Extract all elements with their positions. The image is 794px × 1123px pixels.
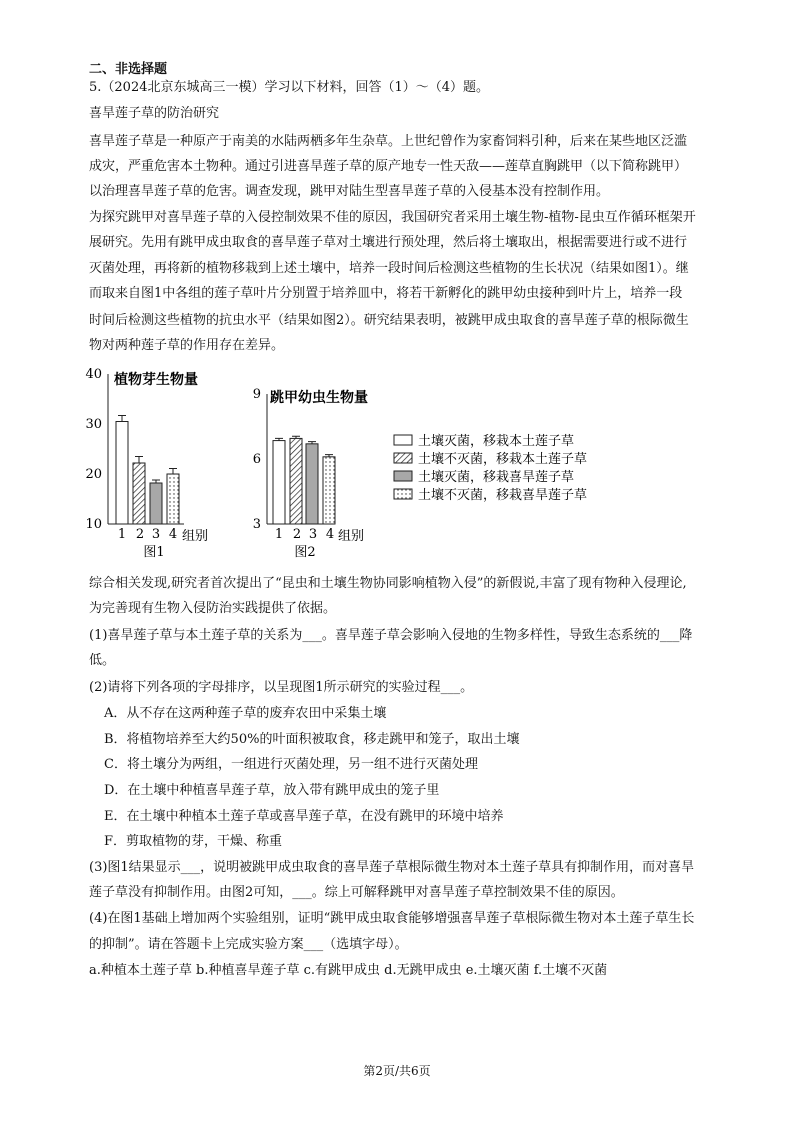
y-tick-label: 30 [85, 417, 102, 432]
x-tick-label: 4 [168, 527, 178, 542]
paragraph-line: 综合相关发现,研究者首次提出了“昆虫和土壤生物协同影响植物入侵”的新假说,丰富了现有物种入侵理论, [89, 576, 687, 591]
bar-group-3 [306, 444, 318, 524]
bar-group-1 [116, 422, 128, 525]
figures [0, 360, 794, 575]
bar-group-1 [273, 441, 285, 524]
figure-caption: 图2 [294, 545, 316, 560]
bar-group-4 [323, 457, 335, 524]
x-tick-label: 4 [325, 527, 335, 542]
material-title: 喜旱莲子草的防治研究 [89, 106, 220, 121]
legend-label: 土壤灭菌，移栽喜旱莲子草 [418, 470, 575, 485]
paragraph-line: 为完善现有生物入侵防治实践提供了依据。 [89, 601, 337, 616]
x-tick-label: 3 [151, 527, 161, 542]
x-tick-label: 3 [308, 527, 318, 542]
chart-figure-2 [253, 387, 368, 560]
y-tick-label: 3 [252, 517, 261, 532]
option-e: E．在土壤中种植本土莲子草或喜旱莲子草，在没有跳甲的环境中培养 [104, 809, 504, 824]
question-header: 5.（2024北京东城高三一模）学习以下材料，回答（1）～（4）题。 [89, 80, 490, 95]
paragraph-line: 为探究跳甲对喜旱莲子草的入侵控制效果不佳的原因，我国研究者采用土壤生物-植物-昆虫互作循环框架开 [89, 210, 696, 225]
option-f: F．剪取植物的芽，干燥、称重 [104, 834, 283, 849]
paragraph-line: 而取来自图1中各组的莲子草叶片分别置于培养皿中，将若干新孵化的跳甲幼虫接种到叶片上，培养一段 [89, 286, 683, 301]
section-title: 二、非选择题 [89, 62, 168, 77]
legend-label: 土壤不灭菌，移栽本土莲子草 [418, 452, 588, 467]
y-tick-label: 9 [252, 387, 261, 402]
x-tick-label: 1 [274, 527, 284, 542]
chart-title: 跳甲幼虫生物量 [270, 390, 368, 406]
option-c: C．将土壤分为两组，一组进行灭菌处理，另一组不进行灭菌处理 [104, 757, 478, 772]
paragraph-line: 灭菌处理，再将新的植物移栽到上述土壤中，培养一段时间后检测这些植物的生长状况（结果如图1）。继 [89, 261, 689, 276]
error-bar [118, 416, 126, 422]
x-axis-label: 组别 [182, 529, 209, 544]
question-1-line: 低。 [89, 653, 116, 668]
legend-label: 土壤不灭菌，移栽喜旱莲子草 [418, 488, 588, 503]
legend-swatch-4 [394, 489, 412, 499]
question-3-line: (3)图1结果显示___，说明被跳甲成虫取食的喜旱莲子草根际微生物对本土莲子草具有抑制作用，而对喜旱 [89, 860, 695, 875]
y-tick-label: 40 [85, 367, 102, 382]
error-bar [135, 457, 143, 464]
bar-group-4 [167, 474, 179, 524]
paragraph-line: 以治理喜旱莲子草的危害。调查发现，跳甲对陆生型喜旱莲子草的入侵基本没有控制作用。 [89, 184, 610, 199]
legend-label: 土壤灭菌，移栽本土莲子草 [418, 434, 575, 449]
question-3-line: 莲子草没有抑制作用。由图2可知，___。综上可解释跳甲对喜旱莲子草控制效果不佳的原因。 [89, 885, 624, 900]
bar-group-2 [290, 438, 302, 524]
bar-group-2 [133, 463, 145, 524]
paragraph-line: 喜旱莲子草是一种原产于南美的水陆两栖多年生杂草。上世纪曾作为家畜饲料引种，后来在某些地区泛滥 [89, 134, 688, 149]
option-b: B．将植物培养至大约50%的叶面积被取食，移走跳甲和笼子，取出土壤 [104, 732, 520, 747]
x-tick-label: 1 [117, 527, 127, 542]
question-4-line: 的抑制”。请在答题卡上完成实验方案___（选填字母）。 [89, 937, 408, 952]
legend-swatch-3 [394, 471, 412, 481]
x-tick-label: 2 [135, 527, 145, 542]
y-tick-label: 10 [85, 517, 102, 532]
x-axis-label: 组别 [338, 529, 365, 544]
chart-legend [394, 433, 587, 503]
chart-figure-1 [85, 367, 208, 560]
paragraph-line: 物对两种莲子草的作用存在差异。 [89, 338, 285, 353]
question-4-choices: a.种植本土莲子草 b.种植喜旱莲子草 c.有跳甲成虫 d.无跳甲成虫 e.土壤灭菌 f.土壤不灭菌 [89, 963, 608, 978]
paragraph-line: 成灾，严重危害本土物种。通过引进喜旱莲子草的原产地专一性天敌——莲草直胸跳甲（以下简称跳甲） [89, 159, 688, 174]
y-tick-label: 20 [85, 467, 102, 482]
question-1-line: (1)喜旱莲子草与本土莲子草的关系为___。喜旱莲子草会影响入侵地的生物多样性，导致生态系统的___降 [89, 628, 693, 643]
paragraph-line: 时间后检测这些植物的抗虫水平（结果如图2）。研究结果表明，被跳甲成虫取食的喜旱莲子草的根际微生 [89, 313, 689, 328]
legend-swatch-2 [394, 453, 412, 463]
question-4-line: (4)在图1基础上增加两个实验组别，证明“跳甲成虫取食能够增强喜旱莲子草根际微生物对本土莲子草生长 [89, 911, 695, 926]
chart-title: 植物芽生物量 [114, 372, 198, 388]
legend-swatch-1 [394, 435, 412, 445]
option-a: A．从不存在这两种莲子草的废弃农田中采集土壤 [104, 706, 387, 721]
paragraph-line: 展研究。先用有跳甲成虫取食的喜旱莲子草对土壤进行预处理，然后将土壤取出，根据需要进行或不进行 [89, 235, 688, 250]
question-2: (2)请将下列各项的字母排序，以呈现图1所示研究的实验过程___。 [89, 680, 474, 695]
bar-group-3 [150, 483, 162, 524]
option-d: D．在土壤中种植喜旱莲子草，放入带有跳甲成虫的笼子里 [104, 783, 440, 798]
y-tick-label: 6 [252, 452, 261, 467]
x-tick-label: 2 [292, 527, 302, 542]
error-bar [169, 469, 177, 475]
figure-caption: 图1 [143, 545, 165, 560]
page-footer: 第2页/共6页 [363, 1064, 431, 1078]
